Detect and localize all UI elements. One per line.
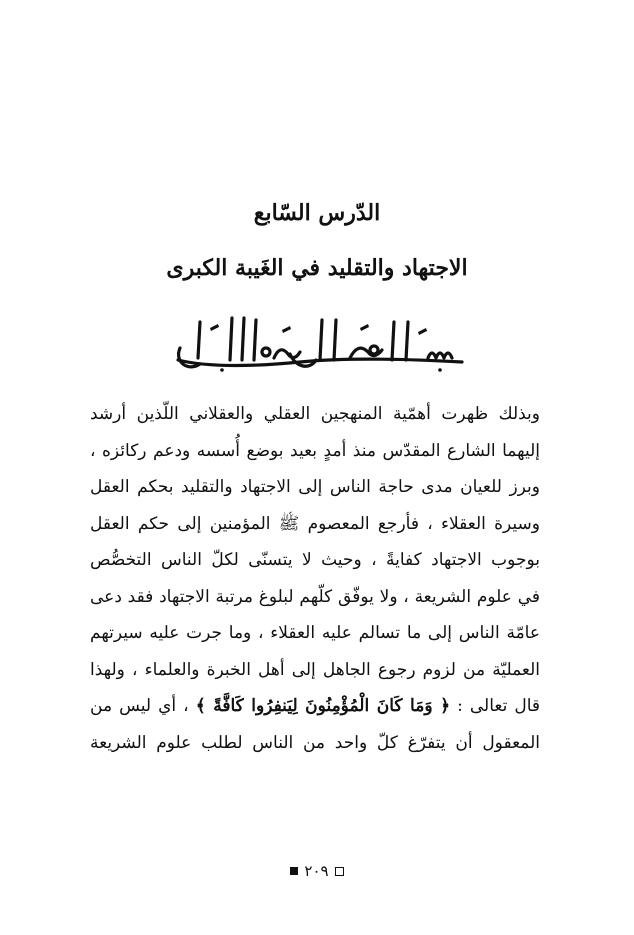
lesson-subtitle: الاجتهاد والتقليد في الغَيبة الكبرى	[166, 255, 468, 281]
filled-square-icon	[290, 867, 298, 875]
text-line: المعقول أن يتفرّغ كلّ واحد من الناس لطلب علوم الشريعة	[90, 732, 540, 753]
text-line-with-quran	[90, 688, 540, 725]
text-line: وبرز للعيان مدى حاجة الناس إلى الاجتهاد والتقليد بحكم العقل	[90, 477, 540, 497]
page-number: ٢٠٩	[304, 862, 329, 880]
text-line: العمليّة من لزوم رجوع الجاهل إلى أهل الخبرة والعلماء ، ولهذا	[90, 659, 540, 680]
basmala-calligraphy	[170, 308, 470, 374]
text-line: إليهما الشارع المقدّس منذ أمدٍ بعيد بوضع أُسسه ودعم ركائزه ،	[90, 440, 540, 461]
empty-square-icon	[335, 867, 344, 876]
text-line: وسيرة العقلاء ، فأرجع المعصوم ﷺ المؤمنين إلى حكم العقل	[90, 513, 540, 534]
body-paragraph	[90, 396, 540, 761]
lesson-title: الدّرس السّابع	[253, 200, 381, 226]
quran-verse: ﴿ وَمَا كَانَ الْمُؤْمِنُونَ لِيَنفِرُوا كَافَّةً ﴾	[195, 696, 451, 716]
text-line: عامّة الناس إلى ما تسالم عليه العقلاء ، وما جرت عليه سيرتهم	[90, 623, 540, 643]
text-line: وبذلك ظهرت أهمّية المنهجين العقلي والعقلاني اللّذين أرشد	[90, 404, 540, 424]
line-lead: قال تعالى :	[457, 696, 540, 716]
text-line: بوجوب الاجتهاد كفايةً ، وحيث لا يتسنّى لكلّ الناس التخصُّص	[90, 550, 540, 570]
text-line: في علوم الشريعة ، ولا يوفّق كلّهم لبلوغ مرتبة الاجتهاد فقد دعى	[90, 586, 540, 607]
page-footer	[0, 860, 634, 881]
line-tail: ، أي ليس من	[90, 696, 189, 716]
